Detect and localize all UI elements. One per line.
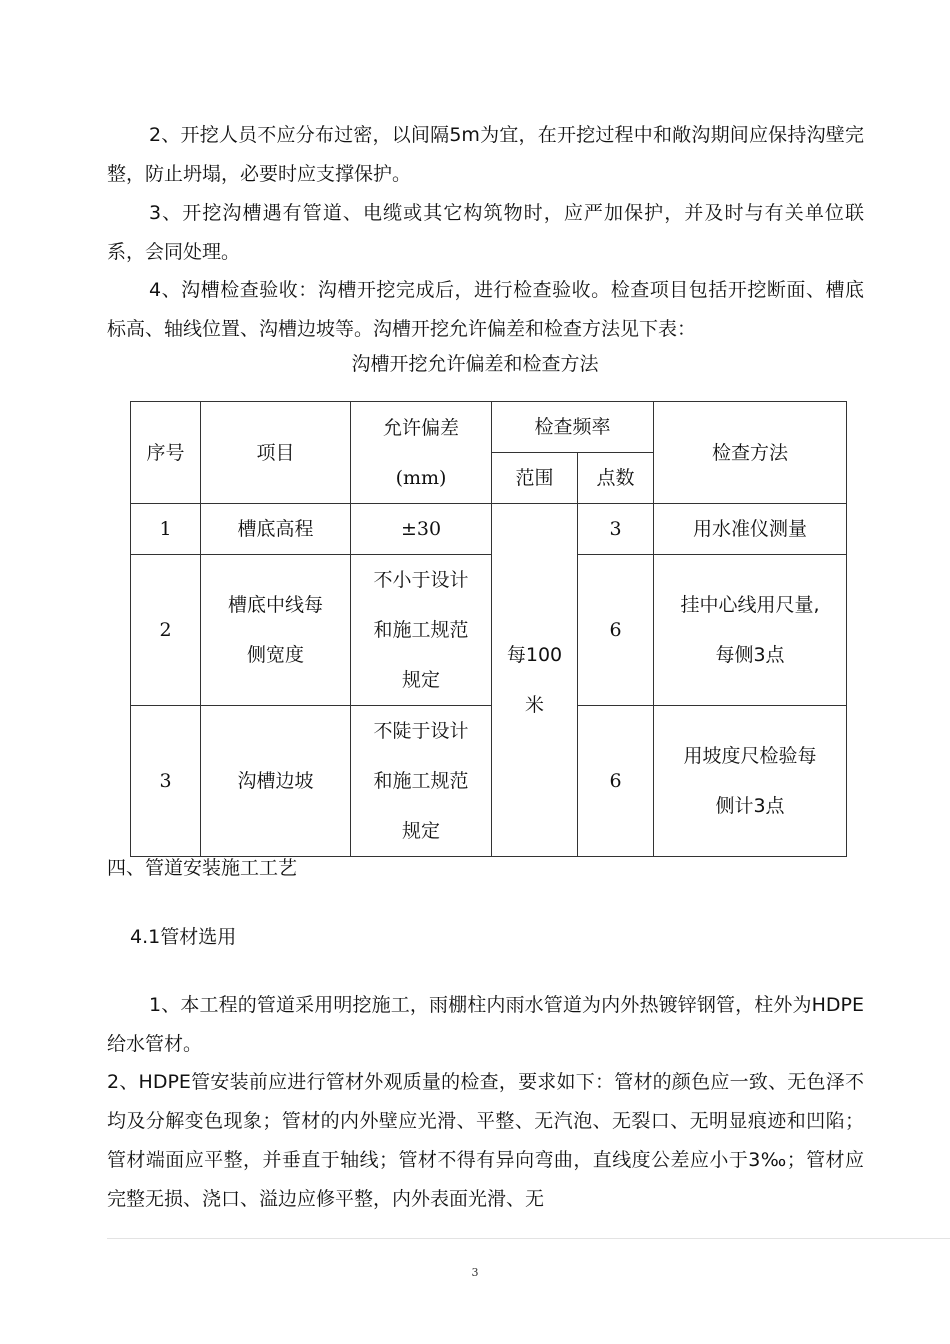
row2-item-line1: 槽底中线每 bbox=[227, 594, 323, 616]
header-item: 项目 bbox=[201, 402, 351, 504]
row3-tol-line3: 规定 bbox=[401, 820, 440, 842]
header-range: 范围 bbox=[492, 453, 578, 504]
row2-tol-line2: 和施工规范 bbox=[373, 619, 469, 641]
row2-method bbox=[654, 555, 847, 706]
header-method: 检查方法 bbox=[654, 402, 847, 504]
row3-item: 沟槽边坡 bbox=[201, 706, 351, 857]
row3-method-line1: 用坡度尺检验每 bbox=[683, 745, 817, 767]
merged-range bbox=[492, 504, 578, 857]
paragraph-2: 2、开挖人员不应分布过密，以间隔5m为宜，在开挖过程中和敞沟期间应保持沟壁完整，防止坍塌，必要时应支撑保护。 bbox=[107, 124, 864, 185]
row2-method-line1: 挂中心线用尺量, bbox=[680, 594, 820, 616]
section-heading: 四、管道安装施工工艺 bbox=[107, 857, 298, 879]
header-tolerance-line2: (mm) bbox=[395, 466, 447, 489]
row2-tolerance bbox=[351, 555, 492, 706]
page-number: 3 bbox=[471, 1266, 479, 1279]
row1-method: 用水准仪测量 bbox=[654, 504, 847, 555]
row3-method bbox=[654, 706, 847, 857]
paragraph-4: 4、沟槽检查验收：沟槽开挖完成后，进行检查验收。检查项目包括开挖断面、槽底标高、轴线位置、沟槽边坡等。沟槽开挖允许偏差和检查方法见下表： bbox=[107, 279, 864, 340]
row3-no: 3 bbox=[131, 706, 201, 857]
row2-tol-line3: 规定 bbox=[401, 669, 440, 691]
section4-paragraph-2: 2、HDPE管安装前应进行管材外观质量的检查，要求如下：管材的颜色应一致、无色泽不均及分解变色现象；管材的内外壁应光滑、平整、无汽泡、无裂口、无明显痕迹和凹陷；管材端面应平整，并垂直于轴线；管材不得有异向弯曲，直线度公差应小于3‰；管材应完整无损、浇口、溢边应修平整，内外表面光滑、无 bbox=[107, 1071, 864, 1210]
row2-method-line2: 每侧3点 bbox=[715, 644, 785, 666]
row1-points: 3 bbox=[578, 504, 654, 555]
tolerance-table bbox=[130, 401, 847, 857]
section4-paragraph-1: 1、本工程的管道采用明挖施工，雨棚柱内雨水管道为内外热镀锌钢管，柱外为HDPE给水管材。 bbox=[107, 994, 864, 1055]
row1-item: 槽底高程 bbox=[201, 504, 351, 555]
merged-range-line1: 每100 bbox=[506, 644, 563, 666]
table-row bbox=[131, 555, 847, 706]
row1-no: 1 bbox=[131, 504, 201, 555]
paragraph-3: 3、开挖沟槽遇有管道、电缆或其它构筑物时，应严加保护，并及时与有关单位联系，会同处理。 bbox=[107, 202, 864, 263]
header-frequency: 检查频率 bbox=[492, 402, 654, 453]
footer-divider bbox=[107, 1238, 950, 1239]
header-no: 序号 bbox=[131, 402, 201, 504]
header-tolerance-line1: 允许偏差 bbox=[382, 416, 459, 439]
row3-tol-line1: 不陡于设计 bbox=[373, 720, 469, 742]
row3-tol-line2: 和施工规范 bbox=[373, 770, 469, 792]
table-row bbox=[131, 504, 847, 555]
row2-no: 2 bbox=[131, 555, 201, 706]
row3-method-line2: 侧计3点 bbox=[715, 795, 785, 817]
header-points: 点数 bbox=[578, 453, 654, 504]
row2-points: 6 bbox=[578, 555, 654, 706]
header-tolerance bbox=[351, 402, 492, 504]
subsection-heading: 4.1管材选用 bbox=[130, 926, 237, 948]
table-row bbox=[131, 706, 847, 857]
row2-tol-line1: 不小于设计 bbox=[373, 569, 469, 591]
row3-tolerance bbox=[351, 706, 492, 857]
table-caption: 沟槽开挖允许偏差和检查方法 bbox=[351, 353, 599, 375]
row3-points: 6 bbox=[578, 706, 654, 857]
row1-tolerance: ±30 bbox=[351, 504, 492, 555]
merged-range-line2: 米 bbox=[524, 694, 544, 716]
row2-item-line2: 侧宽度 bbox=[246, 644, 304, 666]
row2-item bbox=[201, 555, 351, 706]
